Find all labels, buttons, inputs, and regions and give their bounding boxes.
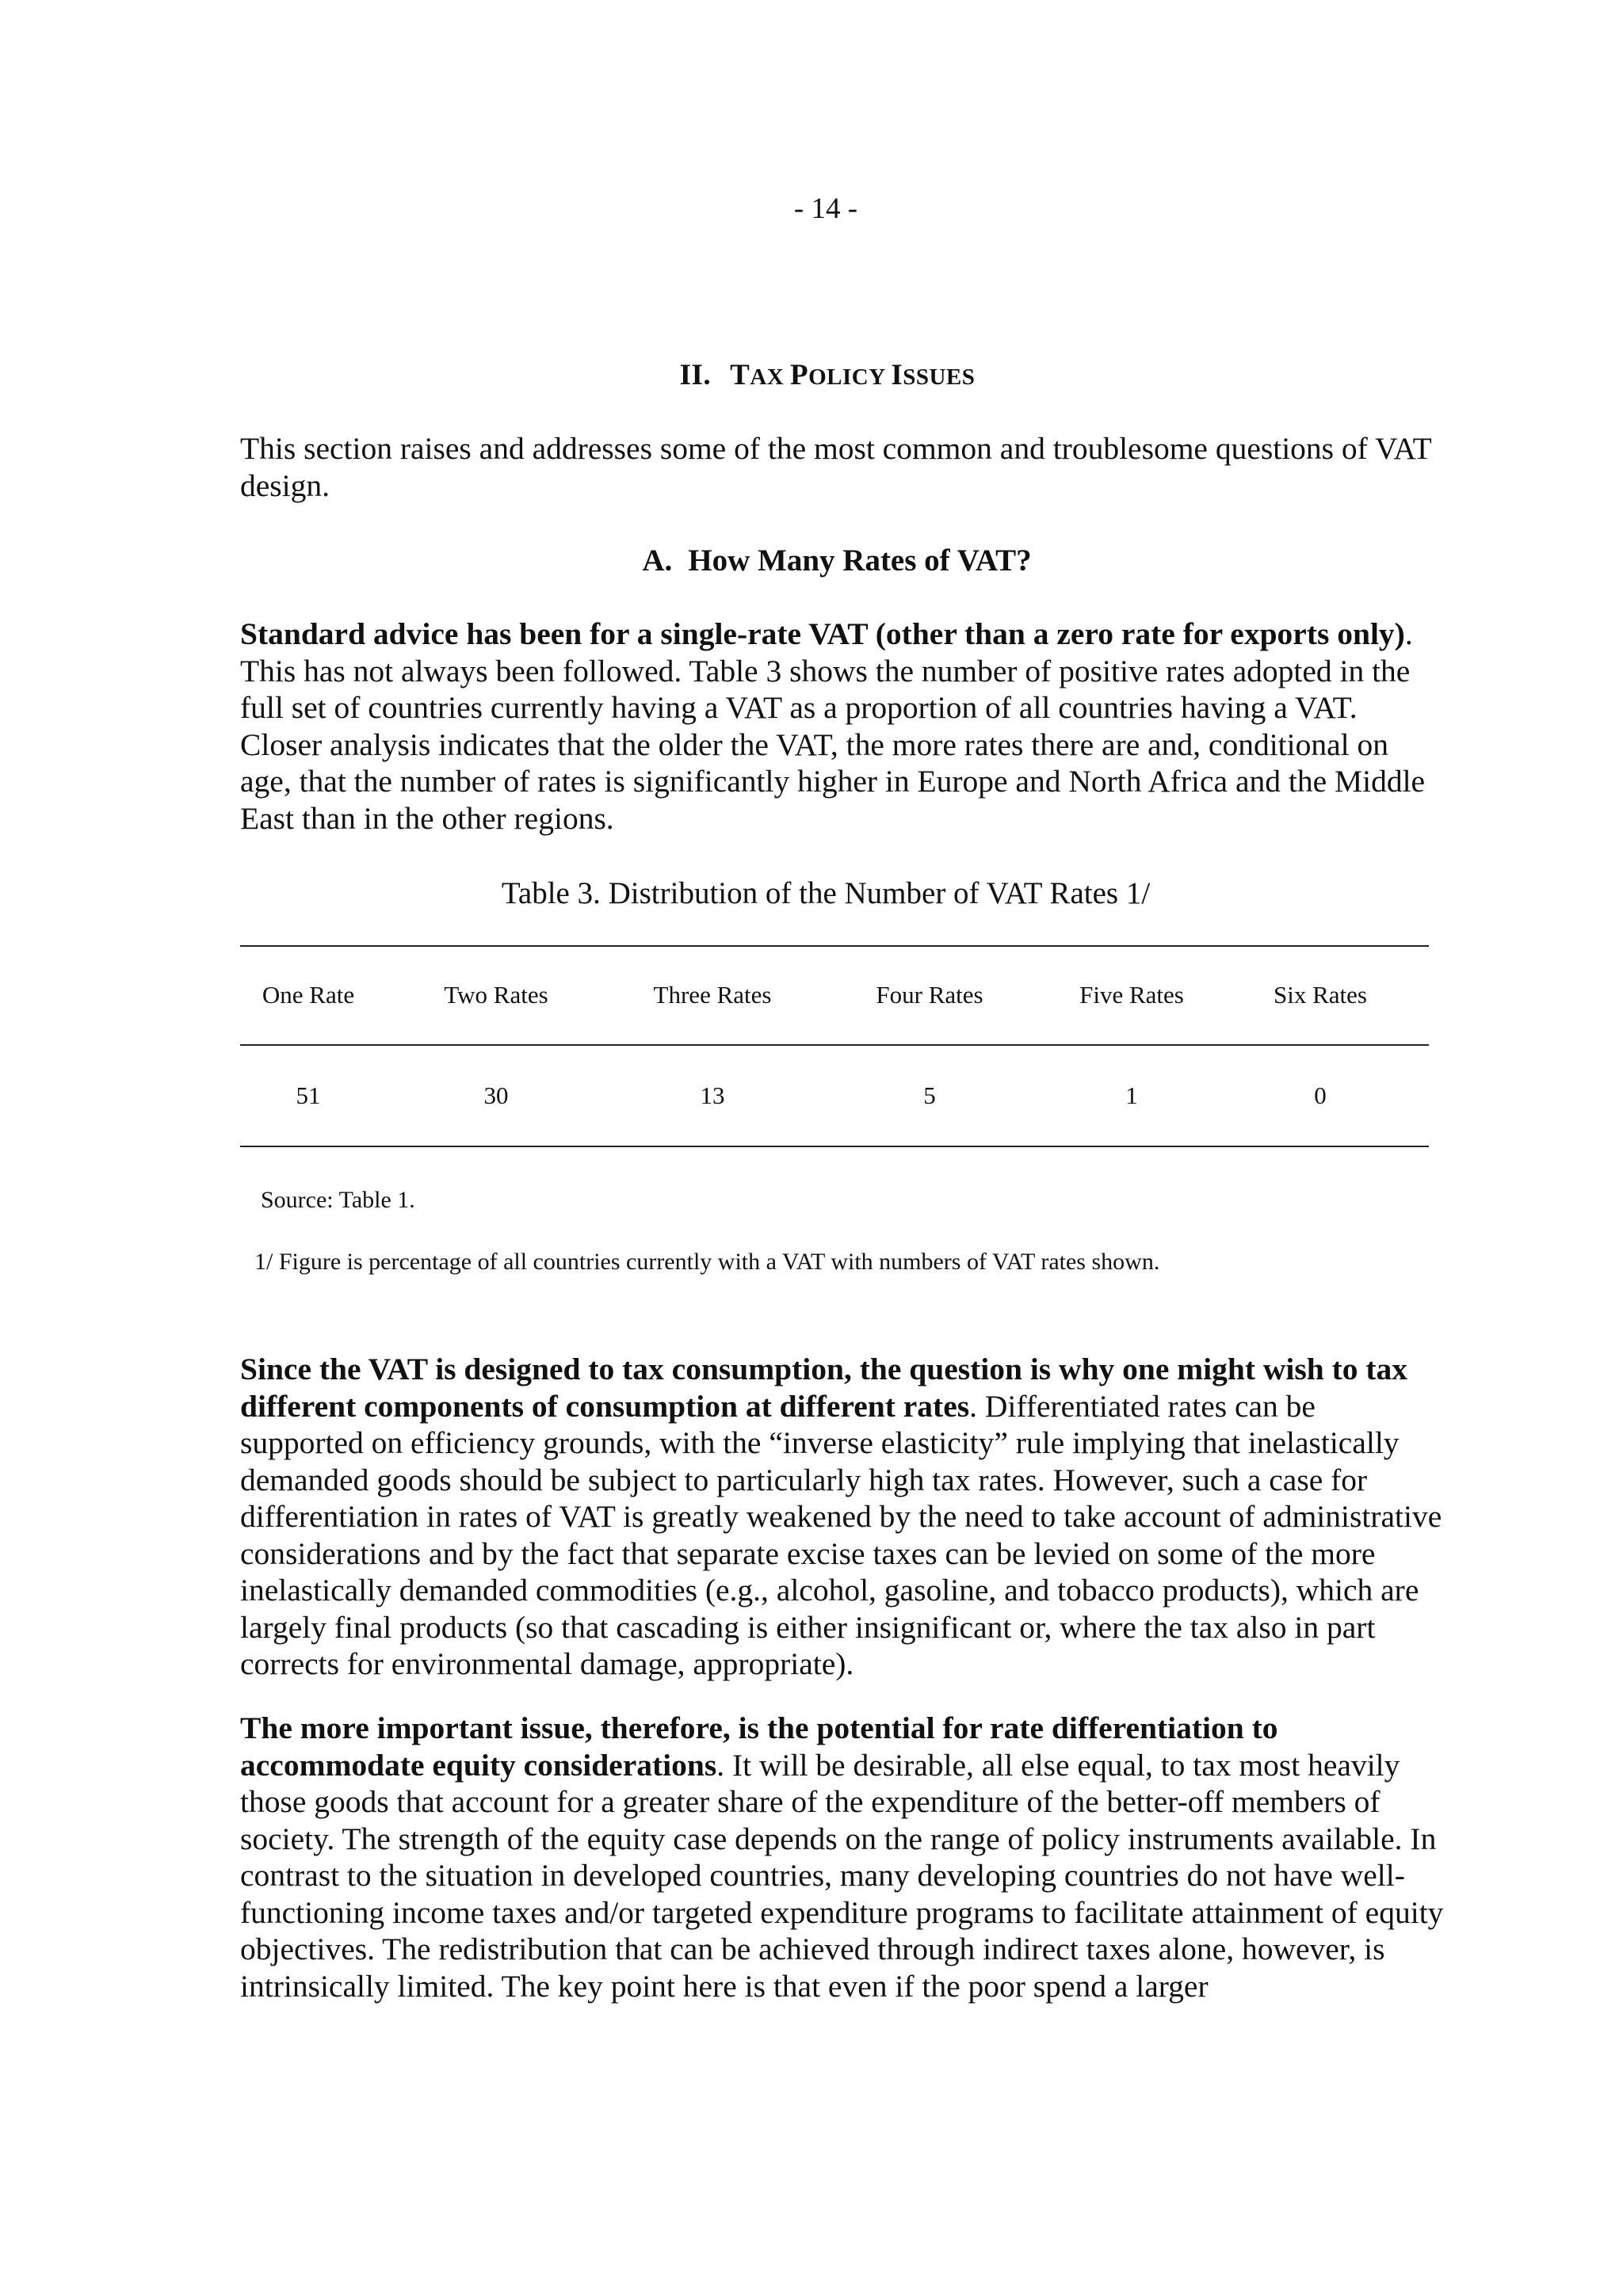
table-bottom-rule	[240, 1146, 1429, 1147]
table-top-rule	[240, 945, 1429, 947]
table-header-cell: One Rate	[262, 981, 355, 1009]
table-footnote: 1/ Figure is percentage of all countries currently with a VAT with numbers of VAT rates shown.	[254, 1249, 1160, 1275]
paragraph-rates	[240, 616, 1445, 837]
subsection-title	[0, 543, 1623, 578]
table-value-cell: 13	[700, 1081, 725, 1109]
table-header-rule	[240, 1044, 1429, 1046]
page-number: - 14 -	[793, 193, 858, 225]
table-header-cell: Four Rates	[876, 981, 983, 1009]
section-title-cap-2: P	[789, 359, 809, 391]
paragraph-rates-body: . This has not always been followed. Table 3 shows the number of positive rates adopted in the full set of countries currently having a VAT as a proportion of all countries having a VAT. Closer analysis indicates that the older the VAT, the more rates there are and, conditional on age, that the number of rates is significantly higher in Europe and North Africa and the Middle East than in the other regions.	[240, 616, 1426, 836]
paragraph-equity	[240, 1710, 1445, 2004]
paragraph-consumption	[240, 1351, 1445, 1683]
table-value-cell: 51	[296, 1081, 321, 1109]
intro-paragraph: This section raises and addresses some of the most common and troublesome questions of VAT design.	[240, 431, 1431, 503]
table-value-cell: 5	[923, 1081, 936, 1109]
paragraph-equity-lead: The more important issue, therefore, is the potential for rate differentiation to accommodate equity considerations	[240, 1711, 1278, 1783]
section-title-cap-1: T	[730, 359, 750, 391]
subsection-heading: How Many Rates of VAT?	[688, 543, 1032, 578]
section-number: II.	[679, 359, 712, 391]
table-value-cell: 30	[483, 1081, 509, 1109]
table-value-cell: 0	[1314, 1081, 1327, 1109]
paragraph-consumption-lead: Since the VAT is designed to tax consumption, the question is why one might wish to tax different components of consumption at different rates	[240, 1352, 1408, 1424]
table-header-cell: Six Rates	[1274, 981, 1367, 1009]
table-caption: Table 3. Distribution of the Number of VAT Rates 1/	[501, 876, 1151, 910]
table-value-cell: 1	[1125, 1081, 1138, 1109]
table-header-cell: Five Rates	[1079, 981, 1184, 1009]
section-title-small-1: AX	[750, 364, 790, 390]
paragraph-rates-lead: Standard advice has been for a single-rate VAT (other than a zero rate for exports only)	[240, 616, 1405, 651]
paragraph-consumption-body: . Differentiated rates can be supported on efficiency grounds, with the “inverse elasticity” rule implying that inelastically demanded goods should be subject to particularly high tax rates. However, such a case for differentiation in rates of VAT is greatly weakened by the need to take account of administrative considerations and by the fact that separate excise taxes can be levied on some of the more inelastically demanded commodities (e.g., alcohol, gasoline, and tobacco products), which are largely final products (so that cascading is either insignificant or, where the tax also in part corrects for environmental damage, appropriate).	[240, 1388, 1442, 1681]
section-title-cap-3: I	[891, 359, 903, 391]
section-title	[0, 358, 1623, 392]
table-header-cell: Two Rates	[444, 981, 548, 1009]
table-source: Source: Table 1.	[261, 1187, 415, 1213]
table-header-cell: Three Rates	[653, 981, 772, 1009]
subsection-letter: A.	[642, 543, 673, 578]
section-title-small-3: SSUES	[903, 364, 976, 390]
paragraph-equity-body: . It will be desirable, all else equal, to tax most heavily those goods that account for a greater share of the expenditure of the better-off members of society. The strength of the equity case depends on the range of policy instruments available. In contrast to the situation in developed countries, many developing countries do not have well-functioning income taxes and/or targeted expenditure programs to facilitate attainment of equity objectives. The redistribution that can be achieved through indirect taxes alone, however, is intrinsically limited. The key point here is that even if the poor spend a larger	[240, 1747, 1444, 2004]
section-title-small-2: OLICY	[808, 364, 892, 390]
